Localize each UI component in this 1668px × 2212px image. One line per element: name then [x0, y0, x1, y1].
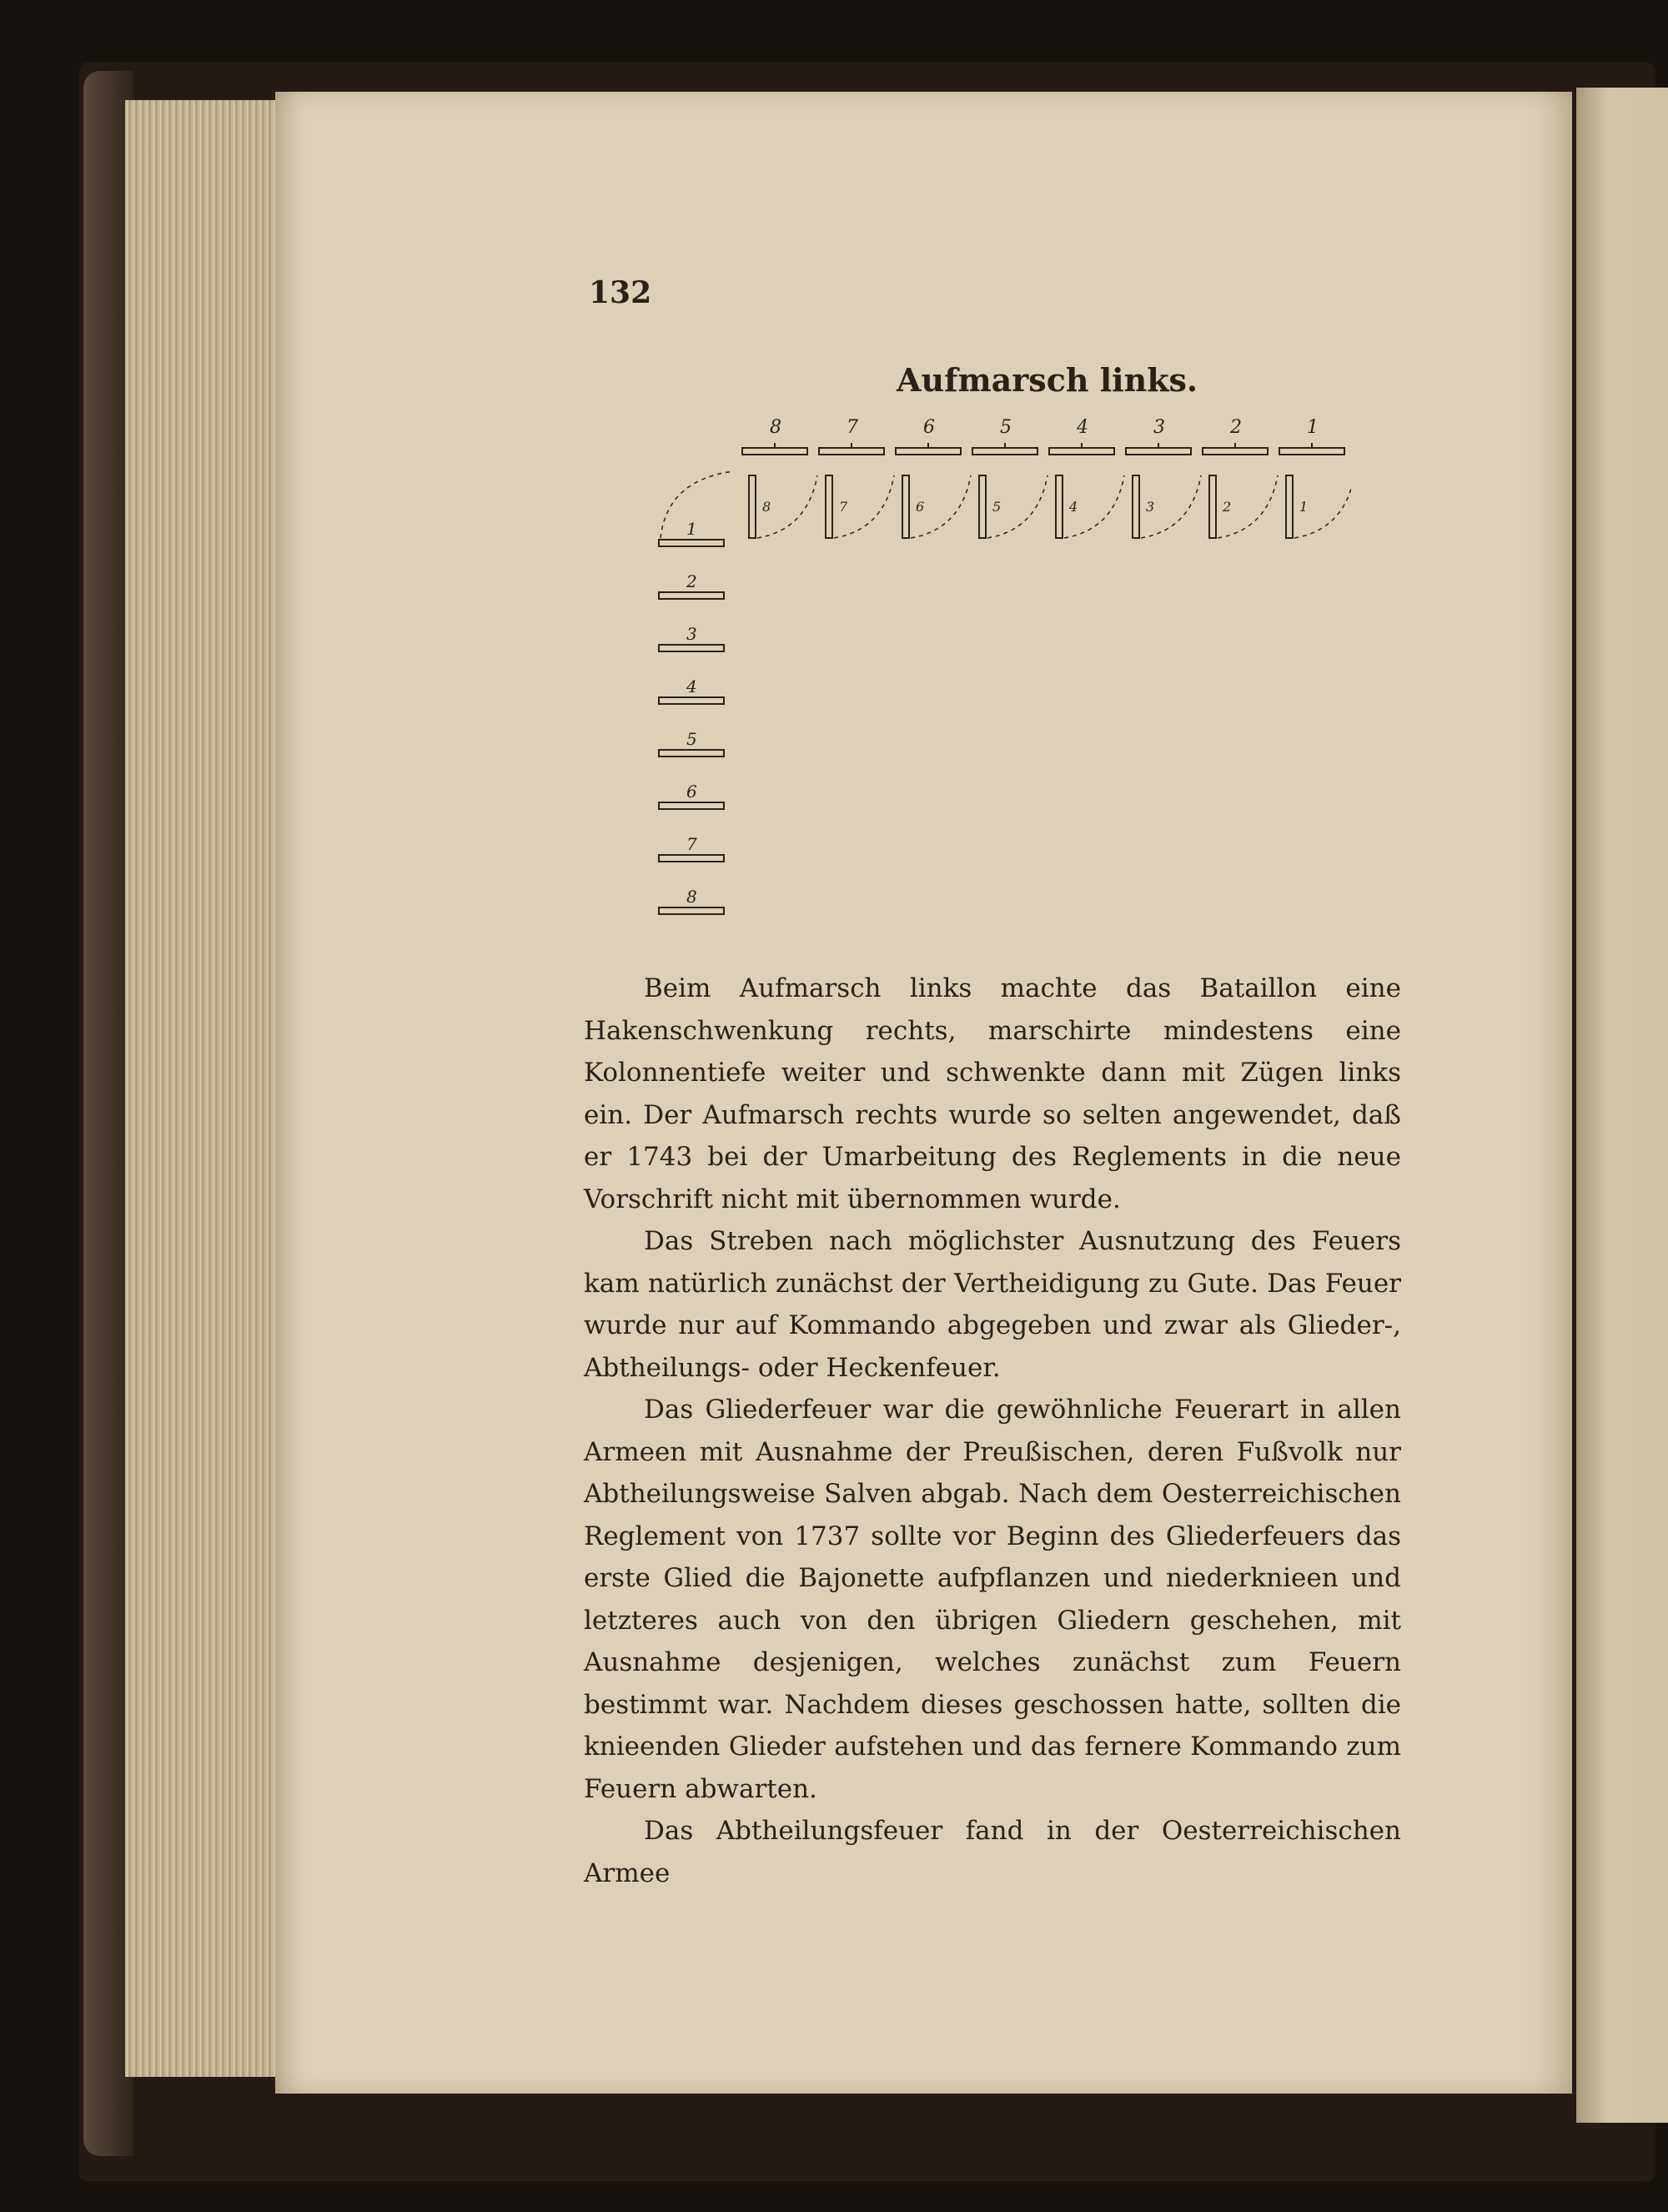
top-row-label: 5	[1000, 417, 1012, 438]
body-text	[584, 968, 1401, 1894]
column-label: 1	[686, 519, 697, 539]
platoon-bar	[1203, 448, 1268, 455]
wheeling-platoon	[749, 475, 756, 538]
wheeling-platoon	[1133, 475, 1139, 538]
march-diagram	[651, 413, 1351, 947]
platoon-bar	[972, 448, 1037, 455]
wheeling-platoon	[826, 475, 832, 538]
wheeling-platoons	[661, 471, 1351, 538]
facing-page-edge	[1576, 88, 1668, 2123]
figure-title: Aufmarsch links.	[897, 361, 1198, 399]
column-label: 7	[686, 834, 697, 854]
top-row-label: 7	[847, 417, 858, 438]
column-label: 6	[686, 782, 697, 802]
column-label: 2	[686, 571, 697, 591]
top-row-label: 6	[923, 417, 935, 438]
wheel-label: 6	[916, 499, 925, 515]
top-row-labels	[770, 417, 1319, 438]
column-platoon	[659, 697, 724, 704]
wheeling-platoon	[1286, 475, 1293, 538]
wheeling-platoon	[979, 475, 986, 538]
wheeling-platoon	[1056, 475, 1063, 538]
column-label: 4	[686, 676, 697, 696]
column-label: 8	[686, 887, 697, 907]
column-platoon	[659, 855, 724, 862]
paragraph: Das Streben nach möglichster Ausnutzung des Feuers kam natürlich zunächst der Vertheidigung zu Gute. Das Feuer wurde nur auf Kommando abgegeben und zwar als Glieder-, Abtheilungs- oder Heckenfeuer.	[584, 1226, 1401, 1383]
column-labels	[686, 519, 697, 907]
wheel-label: 3	[1146, 499, 1155, 515]
column-platoon	[659, 540, 724, 546]
page-stack-edge	[125, 100, 292, 2077]
wheel-label: 4	[1069, 499, 1078, 515]
paragraph: Das Gliederfeuer war die gewöhnliche Feuerart in allen Armeen mit Ausnahme der Preußischen, deren Fußvolk nur Abtheilungsweise Salven abgab. Nach dem Oesterreichischen Reglement von 1737 sollte vor Beginn des Gliederfeuers das erste Glied die Bajonette aufpflanzen und niederknieen und letzteres auch von den übrigen Gliedern geschehen, mit Ausnahme desjenigen, welches zunächst zum Feuern bestimmt war. Nachdem dieses geschossen hatte, sollten die knieenden Glieder aufstehen und das fernere Kommando zum Feuern abwarten.	[584, 1395, 1401, 1804]
top-row-label: 4	[1077, 417, 1088, 438]
column-label: 5	[686, 729, 697, 749]
platoon-bar	[1049, 448, 1114, 455]
column-platoon	[659, 802, 724, 809]
wheel-label: 2	[1223, 499, 1232, 515]
column-platoon	[659, 592, 724, 599]
wheel-label: 5	[992, 499, 1002, 515]
platoon-bar	[742, 448, 807, 455]
paragraph: Beim Aufmarsch links machte das Bataillon eine Hakenschwenkung rechts, marschirte mindestens eine Kolonnentiefe weiter und schwenkte dann mit Zügen links ein. Der Aufmarsch rechts wurde so selten angewendet, daß er 1743 bei der Umarbeitung des Reglements in die neue Vorschrift nicht mit übernommen wurde.	[584, 973, 1401, 1214]
top-row-label: 3	[1153, 417, 1165, 438]
top-row-label: 1	[1307, 417, 1319, 438]
wheel-label: 1	[1299, 499, 1309, 515]
paragraph: Das Abtheilungsfeuer fand in der Oesterreichischen Armee	[584, 1816, 1401, 1888]
top-row-label: 2	[1230, 417, 1242, 438]
page-number: 132	[589, 275, 652, 310]
column-platoon	[659, 750, 724, 757]
column-label: 3	[686, 624, 697, 644]
wheel-label: 7	[839, 499, 848, 515]
platoon-bar	[819, 448, 884, 455]
wheeling-platoon	[902, 475, 909, 538]
platoon-bar	[1279, 448, 1344, 455]
top-row-bars	[742, 443, 1344, 455]
column-platoons	[659, 540, 724, 914]
platoon-bar	[896, 448, 961, 455]
wheel-label: 8	[762, 499, 771, 515]
top-row-label: 8	[770, 417, 781, 438]
column-platoon	[659, 645, 724, 651]
column-platoon	[659, 907, 724, 914]
wheeling-platoon	[1209, 475, 1216, 538]
platoon-bar	[1126, 448, 1191, 455]
